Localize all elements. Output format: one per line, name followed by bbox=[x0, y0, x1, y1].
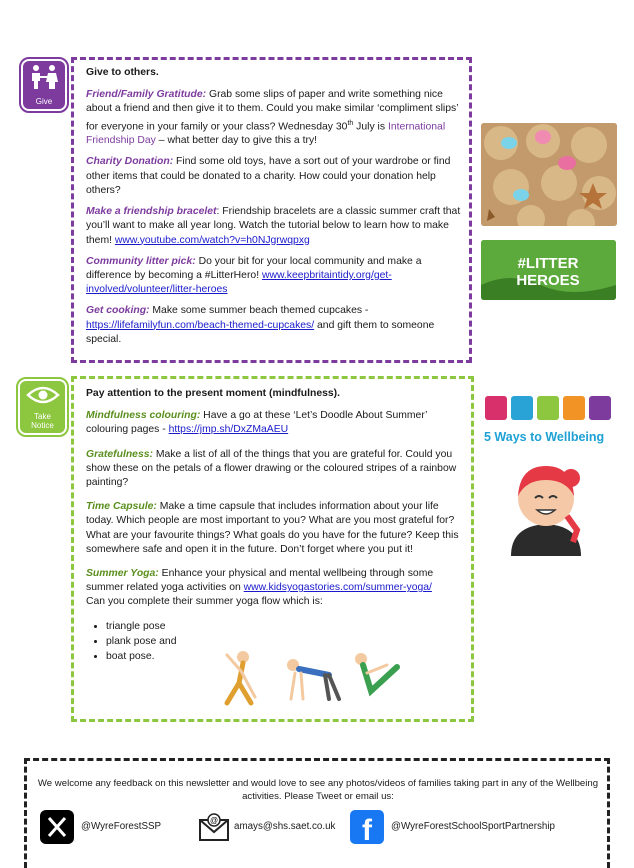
give-item-bracelet: Make a friendship bracelet: Friendship bracelets are a classic summer craft that you’ll want to make all year long. Watch the tutorial below to learn how to make them! www.youtube.com/watch?v=h0NJgrwqpxg bbox=[86, 206, 461, 246]
notice-badge-label-2: Notice bbox=[31, 421, 54, 430]
notice-heading: Pay attention to the present moment (mindfulness). bbox=[86, 388, 341, 399]
litter-link[interactable]: www.keepbritaintidy.org/get-involved/volunteer/litter-heroes bbox=[86, 269, 392, 296]
svg-text:f: f bbox=[362, 814, 372, 844]
be-active-icon bbox=[511, 396, 533, 420]
footer-border bbox=[24, 758, 610, 868]
give-badge bbox=[23, 61, 65, 109]
email-icon[interactable] bbox=[198, 812, 230, 842]
x-twitter-icon[interactable] bbox=[40, 810, 74, 844]
wellbeing-title: 5 Ways to Wellbeing bbox=[484, 430, 605, 444]
connect-icon bbox=[485, 396, 507, 420]
facebook-icon[interactable] bbox=[350, 810, 384, 844]
footer-message: We welcome any feedback on this newsletter and would love to see any photos/videos of families taking part in any of the Wellbeing activities. Please Tweet or email us: bbox=[37, 778, 599, 802]
notice-item-yoga: Summer Yoga: Enhance your physical and mental wellbeing through some summer related yoga activities on www.kidsyogastories.com/summer-yoga/ Can you complete their summer yoga flow which is: bbox=[86, 568, 434, 608]
give-item-cooking: Get cooking: Make some summer beach themed cupcakes - https://lifefamilyfun.com/beach-themed-cupcakes/ and gift them to someone special. bbox=[86, 305, 435, 345]
wellbeing-icons bbox=[485, 396, 615, 424]
notice-badge bbox=[20, 381, 65, 433]
list-item: • triangle pose bbox=[106, 620, 466, 634]
notice-badge-label-1: Take bbox=[34, 412, 51, 421]
svg-text:@: @ bbox=[209, 816, 219, 825]
give-badge-label: Give bbox=[35, 97, 53, 106]
give-content bbox=[86, 66, 464, 354]
girl-avatar-illustration bbox=[491, 456, 601, 556]
friendship-day-highlight: International Friendship Day bbox=[86, 121, 446, 147]
keep-learning-icon bbox=[563, 396, 585, 420]
bracelet-link[interactable]: www.youtube.com/watch?v=h0NJgrwqpxg bbox=[114, 234, 310, 246]
give-icon bbox=[589, 396, 611, 420]
notice-content bbox=[86, 387, 466, 665]
cupcakes-link[interactable]: https://lifefamilyfun.com/beach-themed-cupcakes/ bbox=[86, 319, 315, 331]
twitter-handle[interactable]: @WyreForestSSP bbox=[81, 821, 162, 832]
list-item: • boat pose. bbox=[106, 650, 466, 664]
litter-heroes-image bbox=[481, 240, 616, 300]
give-item-litter: Community litter pick: Do your bit for your local community and make a difference by becoming a #LitterHero! www.keepbritaintidy.org/get-involved/volunteer/litter-heroes bbox=[86, 255, 422, 296]
take-notice-icon bbox=[537, 396, 559, 420]
list-item: • plank pose and bbox=[106, 635, 466, 649]
give-heading: Give to others. bbox=[86, 67, 159, 78]
colouring-link[interactable]: https://jmp.sh/DxZMaAEU bbox=[168, 424, 289, 436]
cupcakes-photo bbox=[481, 123, 617, 226]
yoga-link[interactable]: www.kidsyogastories.com/summer-yoga/ bbox=[243, 582, 432, 594]
notice-item-colouring: Mindfulness colouring: Have a go at these ‘Let’s Doodle About Summer’ colouring pages - https://jmp.sh/DxZMaAEU bbox=[86, 410, 428, 436]
notice-item-gratefulness: Gratefulness: Make a list of all of the things that you are grateful for. Could you show these on the petals of a flower drawing or the coloured stripes of a rainbow painting? bbox=[86, 448, 457, 489]
give-item-charity: Charity Donation: Find some old toys, have a sort out of your wardrobe or find other items that could be donated to a charity. How could your donation help others? bbox=[86, 156, 451, 196]
give-item-gratitude: Friend/Family Gratitude: Grab some slips of paper and write something nice about a friend and then give it to them. Could you make similar ‘compliment slips’ for everyone in your family or your class? Wednesday 30th July is International Friendship Day – what better day to give this a try! bbox=[86, 89, 459, 147]
litter-heroes-line1: #LITTER bbox=[517, 255, 579, 272]
email-address[interactable]: amays@shs.saet.co.uk bbox=[234, 821, 336, 832]
notice-item-time-capsule: Time Capsule: Make a time capsule that includes information about your life today. Which people are most important to you? What are you most grateful for? What are your favourite things? What goals do you have for the future? Keep this somewhere safe and open it in the future. Don’t forget where you put it! bbox=[86, 501, 459, 555]
yoga-poses-illustration bbox=[221, 647, 417, 711]
people-icon bbox=[27, 64, 61, 90]
eye-icon bbox=[26, 384, 60, 406]
facebook-handle[interactable]: @WyreForestSchoolSportPartnership bbox=[391, 821, 555, 832]
litter-heroes-line2: HEROES bbox=[516, 272, 580, 289]
